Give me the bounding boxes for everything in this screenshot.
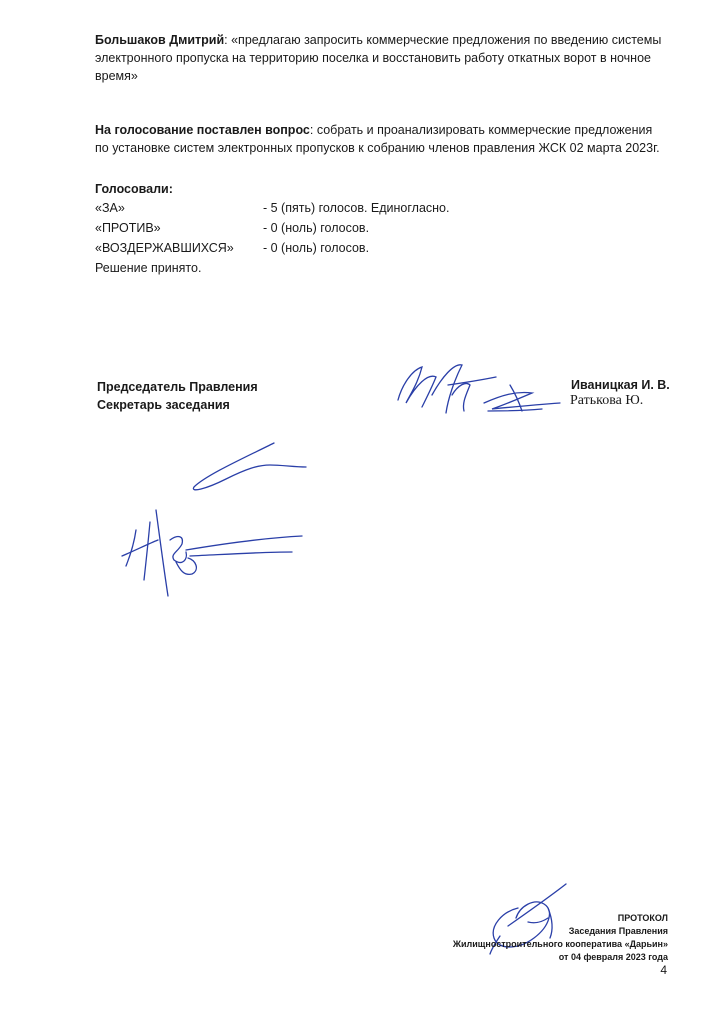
vote-question-text: : собрать и проанализировать коммерческие предложения по установке систем электронных пропусков к собранию членов правления ЖСК 02 марта 2023г.: [95, 123, 660, 155]
vote-question-paragraph: [95, 121, 665, 157]
chairman-name: Иваницкая И. В.: [571, 378, 670, 392]
footer-title: ПРОТОКОЛ: [617, 913, 668, 923]
vote-for-label: «ЗА»: [95, 201, 125, 215]
chairman-signature-lower-icon: [112, 500, 312, 600]
proposal-author: Большаков Дмитрий: [95, 33, 225, 47]
footer-line1: Заседания Правления: [568, 926, 668, 936]
voting-heading: Голосовали:: [95, 182, 173, 196]
page-number: 4: [660, 963, 667, 977]
secretary-title: Секретарь заседания: [97, 398, 230, 412]
footer-line2: Жилищностроительного кооператива «Дарьин»: [452, 939, 668, 949]
protocol-footer: [453, 912, 668, 964]
vote-question-label: На голосование поставлен вопрос: [95, 123, 310, 137]
secretary-signature-icon: [186, 435, 316, 495]
vote-abstain-label: «ВОЗДЕРЖАВШИХСЯ»: [95, 241, 234, 255]
proposal-paragraph: [95, 31, 665, 85]
proposal-text: : «предлагаю запросить коммерческие предложения по введению системы электронного пропуска на территорию поселка и восстановить работу откатных ворот в ночное время»: [95, 33, 662, 83]
chairman-title: Председатель Правления: [97, 380, 258, 394]
vote-for-result: - 5 (пять) голосов. Единогласно.: [263, 201, 450, 215]
footer-date: от 04 февраля 2023 года: [558, 952, 668, 962]
decision-text: Решение принято.: [95, 261, 202, 275]
secretary-name: Ратькова Ю.: [570, 393, 644, 408]
chairman-signature-icon: [392, 355, 572, 425]
vote-abstain-result: - 0 (ноль) голосов.: [263, 241, 370, 255]
vote-against-label: «ПРОТИВ»: [95, 221, 161, 235]
vote-against-result: - 0 (ноль) голосов.: [263, 221, 370, 235]
